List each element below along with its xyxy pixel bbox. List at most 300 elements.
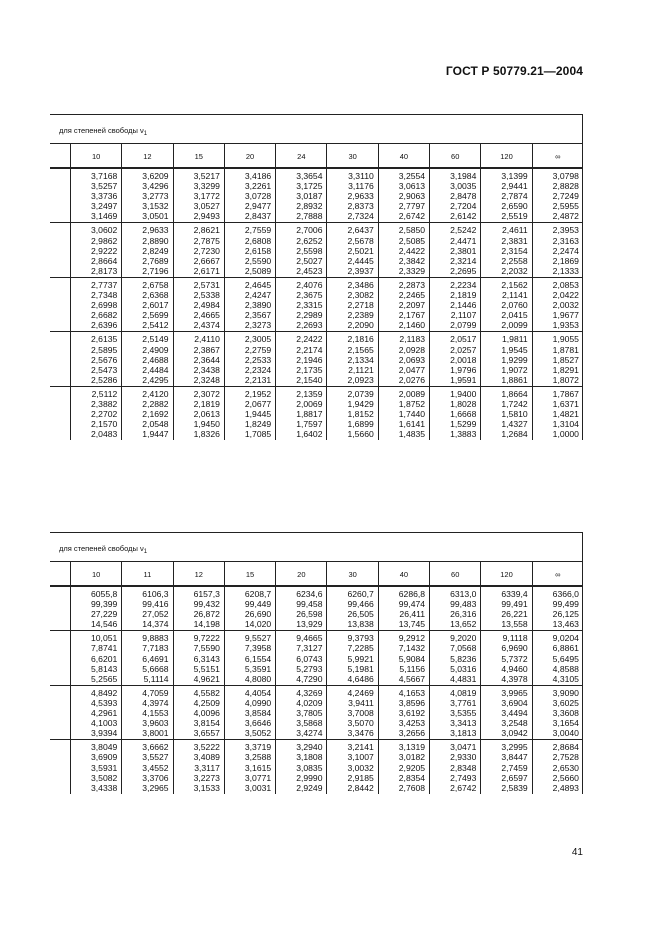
table-value: 3,1813 bbox=[450, 728, 477, 739]
column-header: 15 bbox=[224, 562, 275, 587]
table-value: 7,8741 bbox=[91, 643, 118, 654]
table-value: 2,7348 bbox=[91, 290, 118, 301]
value-group-cell bbox=[275, 169, 326, 223]
table-value: 3,8001 bbox=[142, 728, 169, 739]
table-value: 13,463 bbox=[552, 619, 579, 630]
table-value: 1,5660 bbox=[347, 429, 374, 440]
table-value: 2,5678 bbox=[347, 235, 374, 246]
table-value: 2,2097 bbox=[398, 300, 426, 311]
table-value: 5,6495 bbox=[552, 653, 579, 664]
table-value: 2,2693 bbox=[296, 320, 323, 331]
value-group-cell bbox=[121, 223, 172, 277]
column-header: 10 bbox=[70, 562, 121, 587]
table-value: 2,6998 bbox=[91, 300, 118, 311]
table-value: 26,411 bbox=[399, 609, 426, 620]
table-value: 6313,0 bbox=[450, 589, 477, 599]
table-value: 2,2702 bbox=[91, 409, 118, 420]
table-value: 9,8883 bbox=[142, 633, 169, 644]
table-value: 5,1114 bbox=[143, 673, 169, 684]
table-value: 2,7493 bbox=[450, 772, 477, 783]
table-caption-row bbox=[50, 115, 583, 143]
column-header: 30 bbox=[326, 144, 377, 169]
table-value: 2,0099 bbox=[501, 320, 528, 331]
table-value: 1,9811 bbox=[502, 334, 528, 345]
table-value: 3,6192 bbox=[398, 708, 426, 719]
table-value: 2,7249 bbox=[552, 191, 579, 202]
table-value: 2,7874 bbox=[501, 191, 528, 202]
table-value: 2,4445 bbox=[347, 255, 374, 266]
table-value: 6208,7 bbox=[244, 589, 272, 599]
value-group-cell bbox=[429, 169, 480, 223]
table-value: 7,7183 bbox=[142, 643, 169, 654]
value-group-cell bbox=[429, 278, 480, 332]
table-value: 2,4611 bbox=[502, 225, 528, 236]
table-value: 2,3890 bbox=[244, 300, 272, 311]
table-value: 2,4893 bbox=[552, 782, 579, 793]
table-value: 2,0548 bbox=[142, 419, 169, 430]
table-value: 26,125 bbox=[552, 609, 579, 620]
value-group-cell bbox=[70, 223, 121, 277]
table-value: 2,2882 bbox=[142, 398, 169, 409]
table-value: 4,0096 bbox=[193, 708, 220, 719]
value-group-cell bbox=[532, 686, 583, 740]
table-value: 2,5839 bbox=[501, 782, 528, 793]
table-value: 1,2684 bbox=[501, 429, 528, 440]
value-group-cell bbox=[429, 387, 480, 440]
table-value: 2,5660 bbox=[552, 772, 579, 783]
value-group-cell bbox=[326, 332, 377, 386]
table-value: 2,7230 bbox=[193, 245, 220, 256]
value-group-cell bbox=[480, 740, 531, 793]
value-group-cell bbox=[532, 387, 583, 440]
value-group-cell bbox=[173, 686, 224, 740]
table-value: 13,558 bbox=[501, 619, 528, 630]
table-value: 2,1565 bbox=[347, 344, 374, 355]
value-group-cell bbox=[378, 631, 429, 685]
table-value: 2,2989 bbox=[296, 310, 323, 321]
value-group-cell bbox=[532, 223, 583, 277]
value-group-cell bbox=[429, 223, 480, 277]
table-value: 3,3299 bbox=[193, 181, 220, 192]
table-value: 1,9445 bbox=[244, 409, 272, 420]
value-group-cell bbox=[378, 587, 429, 631]
table-value: 6339,4 bbox=[501, 589, 528, 599]
table-value: 3,3719 bbox=[244, 742, 272, 753]
table-value: 2,6742 bbox=[398, 211, 426, 222]
table-value: 3,5527 bbox=[142, 752, 169, 763]
table-value: 2,4422 bbox=[398, 245, 426, 256]
table-value: 1,6668 bbox=[450, 409, 477, 420]
table-value: 2,7888 bbox=[296, 211, 323, 222]
table-value: 1,6141 bbox=[398, 419, 426, 430]
table-value: 2,9205 bbox=[398, 762, 426, 773]
column-header: 60 bbox=[429, 562, 480, 587]
table-value: 2,2873 bbox=[398, 279, 426, 290]
row-label-cell bbox=[50, 587, 70, 631]
table-value: 2,1121 bbox=[348, 364, 374, 375]
column-header: ∞ bbox=[532, 562, 583, 587]
table-value: 2,4484 bbox=[142, 364, 169, 375]
table-value: 3,7761 bbox=[450, 697, 477, 708]
row-label-cell bbox=[50, 686, 70, 740]
table-value: 3,0032 bbox=[347, 762, 374, 773]
table-value: 3,0835 bbox=[296, 762, 323, 773]
value-group-cell bbox=[429, 631, 480, 685]
table-value: 99,474 bbox=[398, 599, 426, 610]
table-value: 3,8154 bbox=[193, 718, 220, 729]
table-value: 4,9621 bbox=[193, 673, 220, 684]
table-value: 2,0483 bbox=[91, 429, 118, 440]
value-group-cell bbox=[224, 631, 275, 685]
table-value: 2,0257 bbox=[450, 344, 477, 355]
table-value: 3,4274 bbox=[296, 728, 323, 739]
value-group-cell bbox=[173, 223, 224, 277]
table-value: 99,399 bbox=[91, 599, 118, 610]
value-group-cell bbox=[275, 278, 326, 332]
table-value: 1,8028 bbox=[450, 398, 477, 409]
value-group-cell bbox=[224, 740, 275, 793]
table-value: 99,466 bbox=[347, 599, 374, 610]
table-value: 2,6171 bbox=[193, 265, 220, 276]
table-value: 3,6025 bbox=[552, 697, 579, 708]
row-label-cell bbox=[50, 223, 70, 277]
table-value: 2,8249 bbox=[142, 245, 169, 256]
table-value: 26,221 bbox=[501, 609, 528, 620]
table-value: 1,6402 bbox=[296, 429, 323, 440]
table-value: 2,4984 bbox=[193, 300, 220, 311]
table-value: 2,3842 bbox=[398, 255, 426, 266]
table-value: 2,7689 bbox=[142, 255, 169, 266]
table-value: 2,7797 bbox=[398, 201, 426, 212]
table-value: 99,491 bbox=[501, 599, 528, 610]
table-value: 1,7440 bbox=[398, 409, 426, 420]
column-header: 120 bbox=[480, 562, 531, 587]
table-value: 3,4494 bbox=[501, 708, 528, 719]
table-value: 1,8664 bbox=[501, 388, 528, 399]
table-value: 2,8664 bbox=[91, 255, 118, 266]
table-value: 1,8752 bbox=[398, 398, 426, 409]
table-value: 2,6682 bbox=[91, 310, 118, 321]
table-value: 4,0990 bbox=[244, 697, 272, 708]
table-value: 3,6904 bbox=[501, 697, 528, 708]
column-header: 40 bbox=[378, 144, 429, 169]
table-value: 1,8326 bbox=[193, 429, 220, 440]
value-group-cell bbox=[480, 169, 531, 223]
table-value: 6,9690 bbox=[501, 643, 528, 654]
table-value: 5,1156 bbox=[399, 663, 426, 674]
table-value: 1,7867 bbox=[552, 388, 579, 399]
table-value: 2,4110 bbox=[194, 334, 220, 345]
caption-text: для степеней свободы ν bbox=[59, 126, 144, 135]
value-group-cell bbox=[326, 278, 377, 332]
table-value: 2,5338 bbox=[193, 290, 220, 301]
value-group-cell bbox=[121, 587, 172, 631]
table-value: 1,8291 bbox=[552, 364, 579, 375]
table-value: 4,6486 bbox=[347, 673, 374, 684]
value-group-cell bbox=[532, 332, 583, 386]
table-value: 2,7006 bbox=[296, 225, 323, 236]
value-group-cell bbox=[173, 332, 224, 386]
table-value: 3,2656 bbox=[398, 728, 426, 739]
table-value: 2,5598 bbox=[296, 245, 323, 256]
table-value: 2,0677 bbox=[244, 398, 272, 409]
value-group-cell bbox=[378, 278, 429, 332]
value-group-cell bbox=[480, 631, 531, 685]
value-group-cell bbox=[378, 223, 429, 277]
table-value: 2,6135 bbox=[91, 334, 118, 345]
table-value: 3,9394 bbox=[91, 728, 118, 739]
table-value: 2,8173 bbox=[91, 265, 118, 276]
table-value: 1,6899 bbox=[347, 419, 374, 430]
table-value: 2,6142 bbox=[450, 211, 477, 222]
table-value: 2,5412 bbox=[142, 320, 169, 331]
table-value: 2,7608 bbox=[398, 782, 426, 793]
value-group-cell bbox=[480, 686, 531, 740]
table-value: 5,6668 bbox=[142, 663, 169, 674]
table-value: 2,4247 bbox=[244, 290, 272, 301]
table-value: 3,7168 bbox=[91, 171, 118, 181]
table-value: 2,3154 bbox=[501, 245, 528, 256]
table-value: 1,7085 bbox=[244, 429, 272, 440]
table-value: 2,4688 bbox=[142, 354, 169, 365]
table-value: 2,9222 bbox=[91, 245, 118, 256]
column-header: ∞ bbox=[532, 144, 583, 169]
table-value: 3,1399 bbox=[501, 171, 528, 181]
table-value: 2,3163 bbox=[552, 235, 579, 246]
table-value: 1,0000 bbox=[552, 429, 579, 440]
table-value: 2,5286 bbox=[91, 374, 118, 385]
table-value: 2,3072 bbox=[193, 388, 220, 399]
column-header: 40 bbox=[378, 562, 429, 587]
table-value: 6157,3 bbox=[193, 589, 220, 599]
table-value: 2,8442 bbox=[347, 782, 374, 793]
table-value: 99,416 bbox=[142, 599, 169, 610]
table-value: 6,3143 bbox=[193, 653, 220, 664]
table-value: 3,3413 bbox=[450, 718, 477, 729]
table-value: 2,4471 bbox=[450, 235, 477, 246]
table-value: 26,690 bbox=[244, 609, 272, 620]
table-value: 6,8861 bbox=[552, 643, 579, 654]
value-group-cell bbox=[173, 740, 224, 793]
table-value: 99,483 bbox=[450, 599, 477, 610]
table-value: 4,9460 bbox=[501, 663, 528, 674]
table-value: 3,6909 bbox=[91, 752, 118, 763]
table-value: 3,1984 bbox=[450, 171, 477, 181]
value-group-cell bbox=[224, 587, 275, 631]
table-value: 1,9072 bbox=[501, 364, 528, 375]
table-value: 4,4054 bbox=[244, 687, 272, 698]
table-value: 26,505 bbox=[347, 609, 374, 620]
table-value: 6055,8 bbox=[91, 589, 118, 599]
value-group-cell bbox=[70, 387, 121, 440]
table-value: 2,9330 bbox=[450, 752, 477, 763]
value-group-cell bbox=[532, 169, 583, 223]
value-group-cell bbox=[378, 740, 429, 793]
table-value: 2,3273 bbox=[244, 320, 272, 331]
table-value: 3,9411 bbox=[348, 697, 374, 708]
table-value: 2,6530 bbox=[552, 762, 579, 773]
table-value: 2,5021 bbox=[347, 245, 374, 256]
column-header: 20 bbox=[224, 144, 275, 169]
table-value: 1,9299 bbox=[501, 354, 528, 365]
table-value: 2,2718 bbox=[347, 300, 374, 311]
table-value: 1,9796 bbox=[450, 364, 477, 375]
table-value: 3,6646 bbox=[244, 718, 272, 729]
table-value: 4,5582 bbox=[193, 687, 220, 698]
row-label-cell bbox=[50, 278, 70, 332]
value-group-cell bbox=[121, 278, 172, 332]
value-group-cell bbox=[70, 587, 121, 631]
table-value: 3,1532 bbox=[142, 201, 169, 212]
table-value: 4,3105 bbox=[552, 673, 579, 684]
table-value: 3,0031 bbox=[244, 782, 272, 793]
table-value: 2,5676 bbox=[91, 354, 118, 365]
table-value: 1,9450 bbox=[193, 419, 220, 430]
value-group-cell bbox=[532, 587, 583, 631]
table-value: 5,0316 bbox=[450, 663, 477, 674]
table-value: 3,0035 bbox=[450, 181, 477, 192]
table-value: 3,4089 bbox=[193, 752, 220, 763]
table-value: 1,9677 bbox=[552, 310, 579, 321]
table-value: 3,0471 bbox=[450, 742, 477, 753]
table-value: 3,9603 bbox=[142, 718, 169, 729]
table-value: 2,8373 bbox=[347, 201, 374, 212]
table-value: 2,9862 bbox=[91, 235, 118, 246]
column-header: 30 bbox=[326, 562, 377, 587]
page-number: 41 bbox=[571, 847, 583, 858]
table-value: 9,1118 bbox=[502, 633, 528, 644]
value-group-cell bbox=[224, 686, 275, 740]
table-value: 3,3706 bbox=[142, 772, 169, 783]
value-group-cell bbox=[326, 686, 377, 740]
table-value: 3,3117 bbox=[194, 762, 220, 773]
table-value: 2,3882 bbox=[91, 398, 118, 409]
table-value: 2,0069 bbox=[296, 398, 323, 409]
table-value: 1,4821 bbox=[552, 409, 579, 420]
table-value: 2,0923 bbox=[347, 374, 374, 385]
value-group-cell bbox=[378, 169, 429, 223]
table-value: 2,4076 bbox=[296, 279, 323, 290]
column-header: 11 bbox=[121, 562, 172, 587]
value-group-cell bbox=[326, 387, 377, 440]
table-value: 3,5355 bbox=[450, 708, 477, 719]
row-label-cell bbox=[50, 740, 70, 793]
table-value: 3,0771 bbox=[244, 772, 272, 783]
table-value: 3,0182 bbox=[398, 752, 426, 763]
table-value: 9,2912 bbox=[398, 633, 426, 644]
table-value: 6366,0 bbox=[552, 589, 579, 599]
table-value: 2,3567 bbox=[244, 310, 272, 321]
table-value: 3,7008 bbox=[347, 708, 374, 719]
value-group-cell bbox=[173, 278, 224, 332]
table-value: 2,3438 bbox=[193, 364, 220, 375]
table-value: 2,9493 bbox=[193, 211, 220, 222]
table-value: 2,7559 bbox=[244, 225, 272, 236]
column-header: 24 bbox=[275, 144, 326, 169]
table-value: 2,8437 bbox=[244, 211, 272, 222]
table-value: 2,4374 bbox=[193, 320, 220, 331]
table-value: 4,1653 bbox=[398, 687, 426, 698]
table-value: 2,5089 bbox=[244, 265, 272, 276]
column-header: 20 bbox=[275, 562, 326, 587]
table-value: 4,5393 bbox=[91, 697, 118, 708]
table-value: 2,8354 bbox=[398, 772, 426, 783]
table-value: 26,598 bbox=[296, 609, 323, 620]
table-value: 3,3110 bbox=[348, 171, 374, 181]
table-value: 2,5027 bbox=[296, 255, 323, 266]
value-group-cell bbox=[275, 587, 326, 631]
table-value: 3,2141 bbox=[347, 742, 374, 753]
table-value: 2,3675 bbox=[296, 290, 323, 301]
table-value: 2,4909 bbox=[142, 344, 169, 355]
table-value: 4,2469 bbox=[347, 687, 374, 698]
table-value: 3,8584 bbox=[244, 708, 272, 719]
degrees-of-freedom-caption bbox=[59, 126, 147, 137]
table-value: 2,0415 bbox=[501, 310, 528, 321]
table-value: 3,0187 bbox=[296, 191, 323, 202]
column-header: 10 bbox=[70, 144, 121, 169]
table-value: 2,8478 bbox=[450, 191, 477, 202]
table-value: 3,8447 bbox=[501, 752, 528, 763]
value-group-cell bbox=[70, 169, 121, 223]
table-value: 9,4665 bbox=[296, 633, 323, 644]
column-header: 12 bbox=[173, 562, 224, 587]
table-caption-row bbox=[50, 533, 583, 561]
table-value: 7,2285 bbox=[347, 643, 374, 654]
table-value: 1,8817 bbox=[296, 409, 323, 420]
table-value: 4,5667 bbox=[398, 673, 426, 684]
table-value: 9,7222 bbox=[193, 633, 220, 644]
table-value: 7,3127 bbox=[296, 643, 323, 654]
table-value: 2,1446 bbox=[450, 300, 477, 311]
table-value: 2,5590 bbox=[244, 255, 272, 266]
table-value: 2,8621 bbox=[193, 225, 220, 236]
row-label-header bbox=[50, 144, 70, 169]
value-group-cell bbox=[70, 332, 121, 386]
table-value: 2,1816 bbox=[347, 334, 374, 345]
value-group-cell bbox=[224, 169, 275, 223]
value-group-cell bbox=[429, 587, 480, 631]
table-value: 2,0422 bbox=[552, 290, 579, 301]
values-grid bbox=[50, 143, 583, 440]
table-value: 3,2548 bbox=[501, 718, 528, 729]
table-value: 6,4691 bbox=[142, 653, 169, 664]
values-grid bbox=[50, 561, 583, 794]
table-value: 3,2940 bbox=[296, 742, 323, 753]
table-value: 2,3801 bbox=[450, 245, 477, 256]
table-value: 3,6662 bbox=[142, 742, 169, 753]
caption-subscript: 1 bbox=[143, 549, 148, 555]
table-value: 3,9965 bbox=[501, 687, 528, 698]
table-value: 13,838 bbox=[347, 619, 374, 630]
table-value: 5,2793 bbox=[296, 663, 323, 674]
table-value: 3,1654 bbox=[552, 718, 579, 729]
table-value: 2,4872 bbox=[552, 211, 579, 222]
table-value: 3,5931 bbox=[91, 762, 118, 773]
table-value: 3,5082 bbox=[91, 772, 118, 783]
table-value: 5,1981 bbox=[347, 663, 374, 674]
table-value: 2,8890 bbox=[142, 235, 169, 246]
table-value: 2,4523 bbox=[296, 265, 323, 276]
table-value: 2,2474 bbox=[552, 245, 579, 256]
table-value: 3,1772 bbox=[193, 191, 220, 202]
table-value: 2,3005 bbox=[244, 334, 272, 345]
value-group-cell bbox=[326, 587, 377, 631]
table-value: 2,3831 bbox=[501, 235, 528, 246]
table-value: 3,8049 bbox=[91, 742, 118, 753]
table-value: 5,7372 bbox=[501, 653, 528, 664]
table-value: 5,3591 bbox=[244, 663, 272, 674]
